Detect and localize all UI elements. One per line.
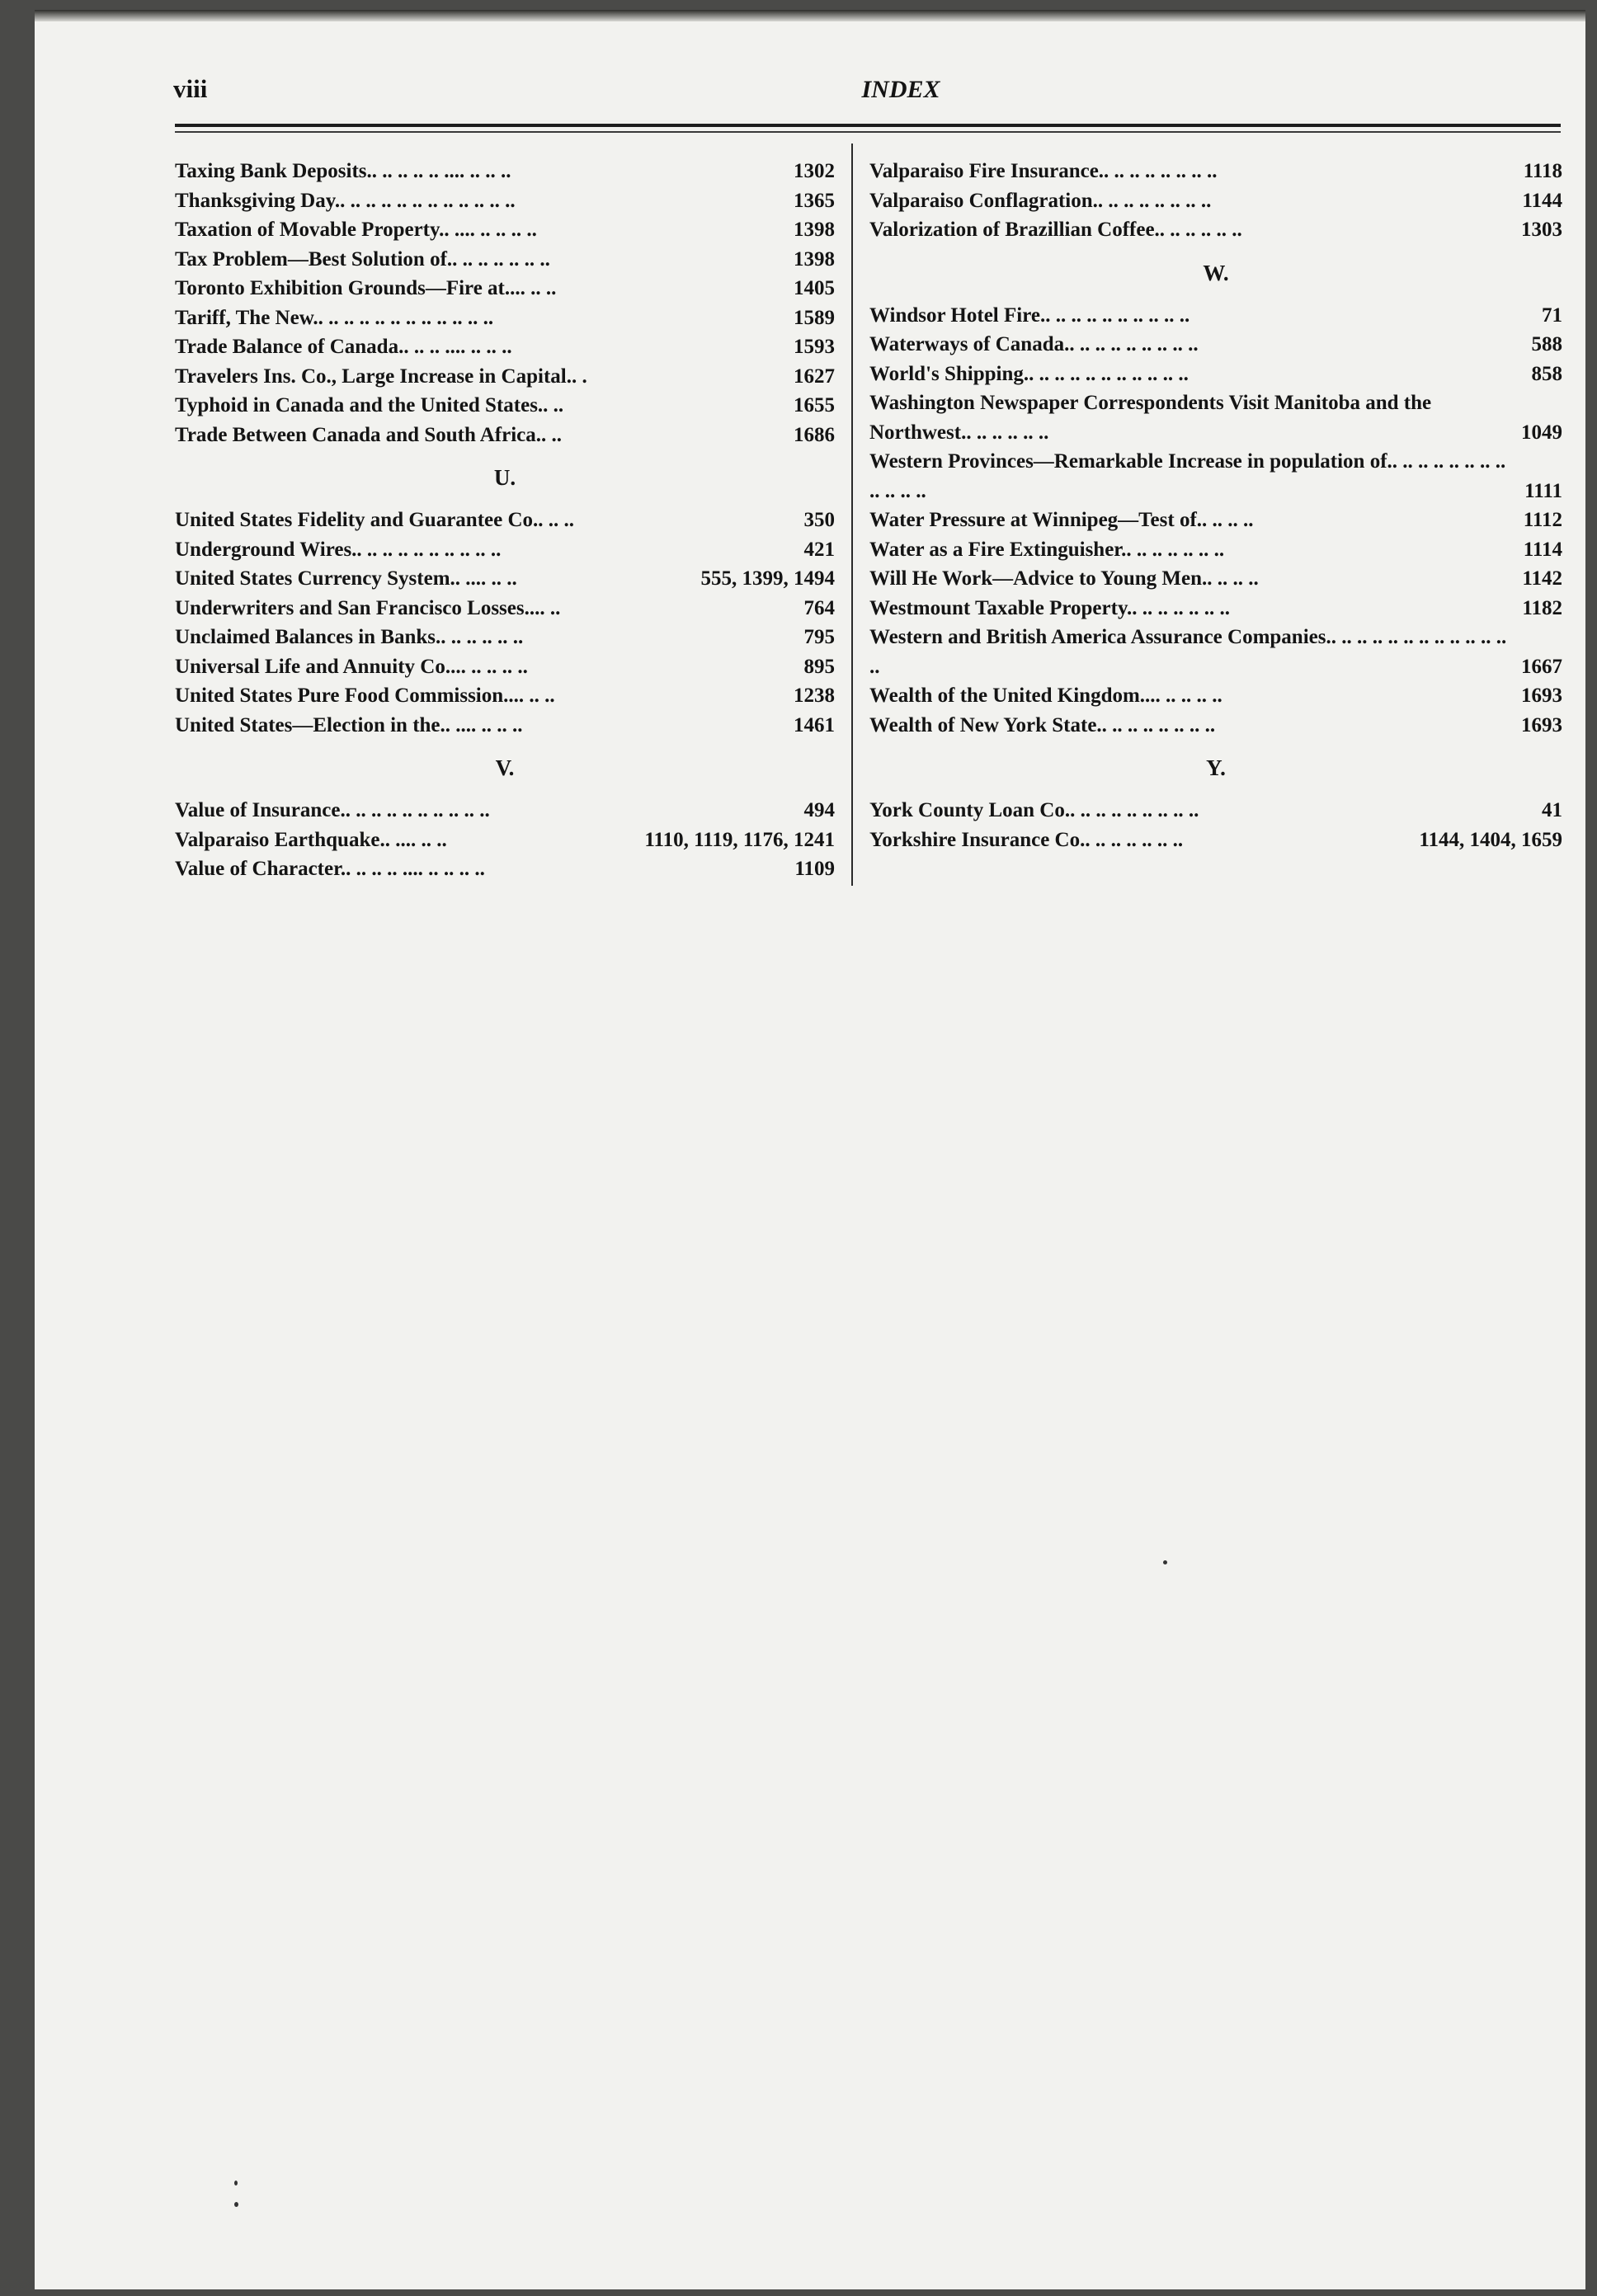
w-entries [869,301,1562,741]
index-entry [869,388,1562,447]
v-entries-continued [869,157,1562,245]
entry-pages: 1302 [794,160,835,182]
entry-pages: 1667 [1521,655,1562,678]
scan-edge [35,10,1585,21]
index-entry [175,681,835,711]
entry-title: Water as a Fire Extinguisher.. .. .. .. .. .. .. [869,538,1225,561]
index-entry [869,535,1562,565]
entry-pages: 1365 [794,189,835,212]
index-entry [175,332,835,362]
entry-title: Valparaiso Conflagration.. .. .. .. .. .. .. .. [869,189,1212,212]
index-entry [175,535,835,565]
index-page [35,10,1585,2289]
section-heading-w: W. [1203,260,1229,285]
entry-pages: 1111 [1524,479,1562,502]
index-entry [869,506,1562,535]
entry-title: Western and British America Assurance Companies.. .. .. .. .. .. .. .. .. .. .. .. .. [869,626,1507,678]
entry-pages: 1693 [1521,713,1562,736]
section-heading-y: Y. [1206,755,1226,780]
entry-pages: 555, 1399, 1494 [700,567,835,590]
running-title: INDEX [861,76,940,103]
entry-title: Trade Between Canada and South Africa.. .. [175,423,563,446]
index-entry [175,215,835,245]
entry-pages: 1303 [1521,219,1562,241]
entry-pages: 588 [1531,333,1562,355]
index-entry [175,186,835,216]
entry-title: Will He Work—Advice to Young Men.. .. .. .. [869,567,1259,590]
index-entry [869,360,1562,389]
page-number: viii [173,74,208,103]
entry-pages: 1109 [794,858,835,880]
index-entry [175,245,835,275]
entry-title: Washington Newspaper Correspondents Visit Manitoba and the Northwest.. .. .. .. .. .. [869,392,1432,444]
entry-pages: 1144 [1522,189,1562,212]
index-entry [175,506,835,535]
entry-title: Value of Character.. .. .. .. .... .. .. .. .. [175,858,485,880]
column-divider [851,144,853,886]
entry-pages: 1238 [794,685,835,707]
entry-pages: 1049 [1521,421,1562,444]
entry-pages: 1144, 1404, 1659 [1419,828,1562,851]
index-entry [175,391,835,421]
entry-title: Western Provinces—Remarkable Increase in population of.. .. .. .. .. .. .. .. .. .. .. .. [869,450,1506,502]
index-entry [175,826,835,855]
entry-pages: 1655 [794,394,835,416]
header-rule-thin [175,131,1561,133]
index-entry [869,826,1562,855]
entry-pages: 895 [803,655,835,678]
index-entry [175,854,835,884]
entry-pages: 795 [803,626,835,648]
entry-title: Wealth of New York State.. .. .. .. .. .. .. .. [869,713,1216,736]
entry-pages: 1112 [1523,509,1562,531]
entry-pages: 350 [803,509,835,531]
entry-title: York County Loan Co.. .. .. .. .. .. .. .. .. [869,799,1199,821]
v-entries [175,796,835,884]
header-rule-thick [175,124,1561,127]
entry-title: Yorkshire Insurance Co.. .. .. .. .. .. .. [869,828,1184,851]
print-speck [1163,1560,1167,1564]
index-entry [869,564,1562,594]
index-entry [869,711,1562,741]
index-entry [175,564,835,594]
entry-pages: 1693 [1521,685,1562,707]
entry-title: Taxing Bank Deposits.. .. .. .. .. .... .. .. .. [175,160,511,182]
entry-title: Water Pressure at Winnipeg—Test of.. .. .. .. [869,509,1254,531]
entry-title: United States Fidelity and Guarantee Co.. .. .. [175,509,575,531]
entry-title: Underwriters and San Francisco Losses.... .. [175,596,561,619]
entry-pages: 1398 [794,219,835,241]
index-entry [869,796,1562,826]
entry-title: Universal Life and Annuity Co.... .. .. .. .. [175,655,528,678]
entry-pages: 1686 [794,423,835,446]
entry-pages: 494 [803,799,835,821]
entry-title: Westmount Taxable Property.. .. .. .. .. .. .. [869,596,1231,619]
entry-pages: 858 [1531,362,1562,385]
entry-title: Waterways of Canada.. .. .. .. .. .. .. .. .. [869,333,1199,355]
index-entry [869,215,1562,245]
entry-pages: 1182 [1522,596,1562,619]
entry-title: Taxation of Movable Property.. .... .. .. .. .. [175,219,537,241]
entry-pages: 1398 [794,247,835,271]
entry-pages: 421 [803,538,835,561]
entry-pages: 1114 [1523,538,1562,561]
entry-pages: 1405 [794,277,835,299]
entry-title: Toronto Exhibition Grounds—Fire at.... .. .. [175,277,557,299]
entry-pages: 71 [1542,303,1562,327]
entry-title: United States Currency System.. .... .. .. [175,567,517,590]
entry-title: Valorization of Brazillian Coffee.. .. .. .. .. .. [869,219,1242,241]
index-entry [175,157,835,186]
entry-title: Travelers Ins. Co., Large Increase in Capital.. . [175,365,587,388]
entry-title: United States—Election in the.. .... .. .. .. [175,713,523,736]
entry-title: United States Pure Food Commission.... .. .. [175,685,555,707]
index-entry [869,157,1562,186]
entry-pages: 1461 [794,713,835,736]
index-entry [869,681,1562,711]
entry-title: Tax Problem—Best Solution of.. .. .. .. .. .. .. [175,247,550,271]
index-entry [869,330,1562,360]
entry-title: Unclaimed Balances in Banks.. .. .. .. .. .. [175,626,524,648]
entry-title: Typhoid in Canada and the United States.. .. [175,394,564,416]
index-entry [175,711,835,741]
section-heading-u: U. [493,465,516,490]
entry-pages: 1142 [1522,567,1562,590]
index-entry [869,447,1562,506]
entry-title: Underground Wires.. .. .. .. .. .. .. .. .. .. [175,538,502,561]
entry-pages: 764 [803,596,835,619]
index-entry [175,421,835,450]
entry-title: Windsor Hotel Fire.. .. .. .. .. .. .. .. .. .. [869,303,1190,327]
y-entries [869,796,1562,854]
entry-title: Tariff, The New.. .. .. .. .. .. .. .. .. .. .. .. [175,306,494,329]
entry-pages: 41 [1542,799,1562,821]
entry-pages: 1627 [794,365,835,388]
index-entry [175,274,835,303]
entry-title: Valparaiso Fire Insurance.. .. .. .. .. .. .. .. [869,160,1218,182]
index-entry [869,301,1562,331]
index-entry [869,594,1562,623]
left-column [175,157,835,884]
entry-pages: 1110, 1119, 1176, 1241 [644,828,835,851]
entry-pages: 1589 [794,306,835,329]
entry-title: Value of Insurance.. .. .. .. .. .. .. .. .. .. [175,799,490,821]
u-entries [175,506,835,740]
print-speck [234,2181,238,2185]
print-speck [234,2202,238,2207]
index-entry [175,362,835,392]
index-entry [175,303,835,333]
entry-title: Wealth of the United Kingdom.... .. .. .. .. [869,685,1222,707]
section-heading-v: V. [495,755,515,780]
index-entry [175,796,835,826]
t-entries [175,157,835,449]
entry-pages: 1118 [1523,160,1562,182]
right-column [869,157,1562,854]
index-entry [175,623,835,652]
index-entry [869,186,1562,216]
index-entry [175,652,835,682]
entry-title: Trade Balance of Canada.. .. .. .... .. .. .. [175,336,512,358]
entry-title: Valparaiso Earthquake.. .... .. .. [175,828,447,851]
entry-title: World's Shipping.. .. .. .. .. .. .. .. .. .. .. [869,362,1189,385]
index-entry [175,594,835,623]
index-entry [869,623,1562,681]
entry-pages: 1593 [794,336,835,358]
entry-title: Thanksgiving Day.. .. .. .. .. .. .. .. .. .. .. .. [175,189,516,212]
